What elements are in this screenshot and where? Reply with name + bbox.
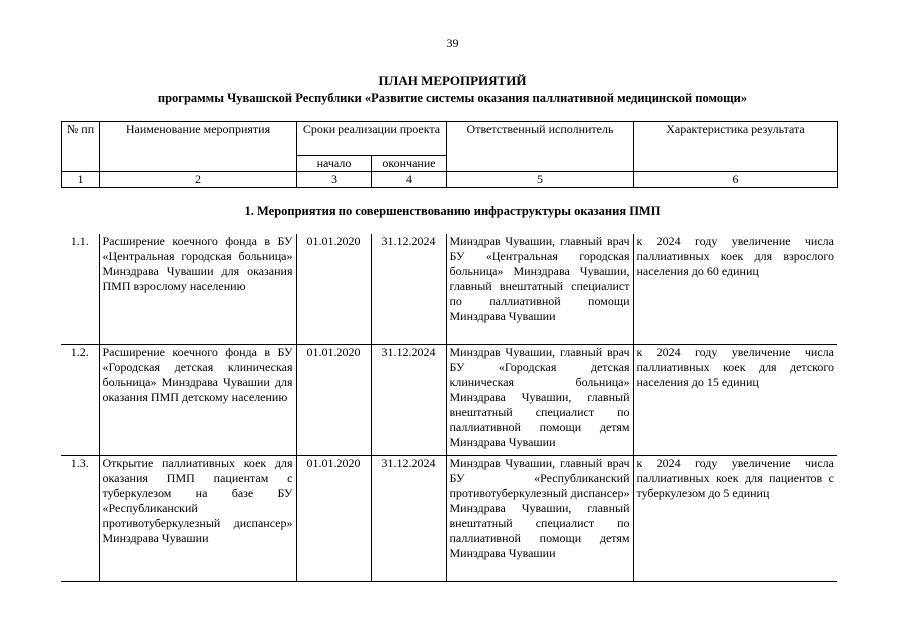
header-responsible: Ответственный исполнитель — [447, 122, 634, 172]
document-subtitle: программы Чувашской Республики «Развитие системы оказания паллиативной медицинской помощи» — [157, 91, 748, 105]
row-responsible: Минздрав Чувашии, главный врач БУ «Республиканский противотуберкулезный диспансер» Минздрава Чувашии, главный внештатный специалист по паллиативной помощи детям Минздрава Чувашии — [446, 455, 633, 581]
row-number: 1.1. — [61, 234, 99, 344]
row-responsible: Минздрав Чувашии, главный врач БУ «Городская детская клиническая больница» Минздрава Чувашии, главный внештатный специалист по паллиативной помощи детям Минздрава Чувашии — [446, 344, 633, 455]
header-end: окончание — [372, 156, 447, 172]
row-name: Расширение коечного фонда в БУ «Городская детская клиническая больница» Минздрава Чувашии для оказания ПМП детскому населению — [99, 344, 296, 455]
table-row — [61, 234, 837, 344]
header-table — [61, 121, 838, 188]
column-index: 5 — [447, 172, 634, 188]
row-start: 01.01.2020 — [296, 344, 371, 455]
row-name: Расширение коечного фонда в БУ «Центральная городская больница» Минздрава Чувашии для оказания ПМП взрослому населению — [99, 234, 296, 344]
header-start: начало — [297, 156, 372, 172]
column-index: 3 — [297, 172, 372, 188]
row-result: к 2024 году увеличение числа паллиативных коек для взрослого населения до 60 единиц — [633, 234, 837, 344]
table-row — [61, 344, 837, 455]
column-index: 6 — [634, 172, 838, 188]
header-result: Характеристика результата — [634, 122, 838, 172]
row-number: 1.3. — [61, 455, 99, 581]
measures-table — [61, 234, 837, 582]
row-end: 31.12.2024 — [371, 455, 446, 581]
row-number: 1.2. — [61, 344, 99, 455]
row-end: 31.12.2024 — [371, 234, 446, 344]
header-num: № пп — [62, 122, 100, 172]
page-number: 39 — [446, 36, 459, 50]
header-name: Наименование мероприятия — [100, 122, 297, 172]
row-result: к 2024 году увеличение числа паллиативных коек для пациентов с туберкулезом до 5 единиц — [633, 455, 837, 581]
column-index: 1 — [62, 172, 100, 188]
row-start: 01.01.2020 — [296, 234, 371, 344]
column-index: 2 — [100, 172, 297, 188]
row-responsible: Минздрав Чувашии, главный врач БУ «Центральная городская больница» Минздрава Чувашии, главный внештатный специалист по паллиативной помощи Минздрава Чувашии — [446, 234, 633, 344]
header-terms: Сроки реализации проекта — [297, 122, 447, 156]
row-start: 01.01.2020 — [296, 455, 371, 581]
document-title: ПЛАН МЕРОПРИЯТИЙ — [378, 73, 527, 88]
section-title: 1. Мероприятия по совершенствованию инфраструктуры оказания ПМП — [244, 204, 661, 218]
table-row — [61, 455, 837, 581]
column-index: 4 — [372, 172, 447, 188]
row-name: Открытие паллиативных коек для оказания ПМП пациентам с туберкулезом на базе БУ «Республиканский противотуберкулезный диспансер» Минздрава Чувашии — [99, 455, 296, 581]
row-result: к 2024 году увеличение числа паллиативных коек для детского населения до 15 единиц — [633, 344, 837, 455]
row-end: 31.12.2024 — [371, 344, 446, 455]
